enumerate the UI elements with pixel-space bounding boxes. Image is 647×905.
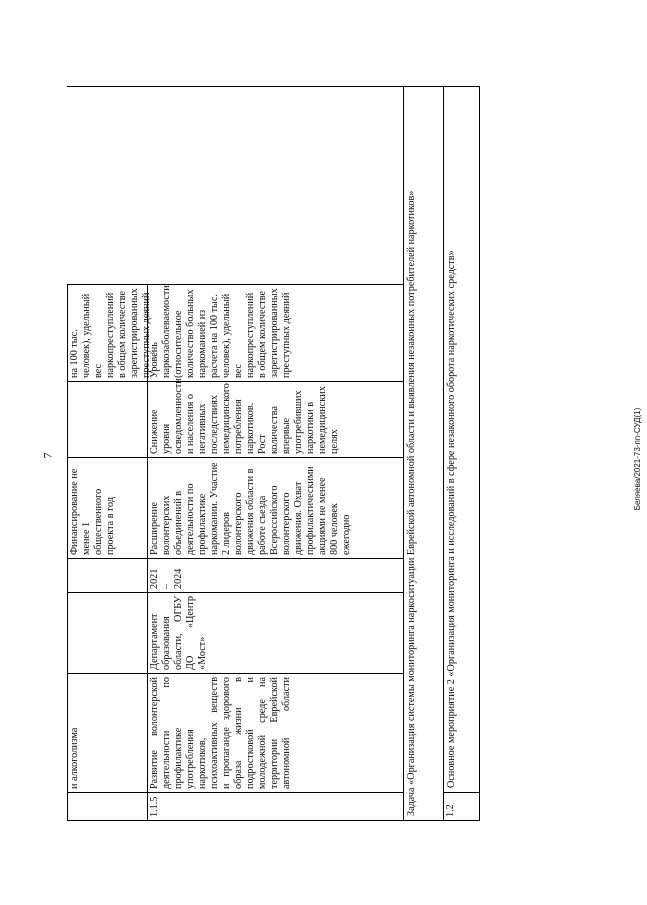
continuation-result-text: Финансирование не менее 1 общественного проекта в год (69, 468, 116, 555)
task-row (403, 86, 443, 821)
continuation-event-cell (67, 674, 147, 793)
row-1-2-text: Основное мероприятие 2 «Организация мониторинга и исследований в сфере незаконного оборота наркотических средств» (446, 250, 457, 788)
row-1-1-5-executor-cell (147, 593, 403, 674)
row-1-1-5-result-cell (147, 458, 403, 559)
continuation-number-cell (67, 793, 147, 821)
row-1-1-5-consequences-text: Снижение уровня осведомленности и населения о негативных последствиях немедицинского потребления наркотиков. Рост количества впервые употребивших наркотики в немедицинских целях (149, 378, 340, 454)
continuation-executor-cell (67, 593, 147, 674)
row-1-1-5-executor-text: Департамент образования области, ОГБУ ДО «Центр «Мост» (149, 596, 208, 670)
page-number: 7 (40, 452, 55, 459)
continuation-indicator-cell (67, 285, 152, 382)
row-1-1-5-result-text: Расширение волонтерских объединений в деятельности по профилактике наркомании. Участие 2 лидеров волонтерского движения области в работе съезда Всероссийского волонтерского движения. Охват профилактическими акциями не менее 800 человек ежегодно (149, 462, 352, 555)
continuation-event-text: и алкоголизма (69, 727, 80, 789)
row-1-1-5-event-text: Развитие волонтерской деятельности по профилактике употребления наркотиков, психоактивных веществ и пропаганде здорового образа жизни в подростковой и молодежной среде на территории Еврейской автономной области (149, 677, 292, 789)
blank-column-area (67, 86, 403, 285)
row-1-1-5-indicator-cell (147, 285, 403, 382)
continuation-result-cell (67, 458, 147, 559)
row-1-1-5-period-text: 2021 – 2024 (149, 568, 184, 589)
row-1-1-5-number: 1.1.5 (149, 796, 160, 817)
row-1-1-5-number-cell (147, 793, 403, 821)
document-id: Беляева/2021-73-пп-СУД(1) (633, 407, 642, 511)
row-1-1-5-indicator-text: Уровень наркозаболеваемости (относительное количество больных наркоманией из расчета на 100 тыс. человек), удельный вес наркопреступлений в общем количестве зарегистрированных преступных деяний (149, 285, 292, 378)
continuation-consequences-cell (67, 382, 147, 458)
measures-table (67, 86, 480, 821)
row-1-2-text-cell (443, 86, 480, 793)
task-row-text: Задача «Организация системы мониторинга наркоситуации Еврейской автономной области и выявления незаконных потребителей наркотиков» (406, 190, 417, 816)
row-1-2-number-cell (443, 793, 480, 821)
row-1-1-5-event-cell (147, 674, 403, 793)
row-1-2-number: 1.2 (445, 804, 456, 817)
continuation-period-cell (67, 559, 147, 593)
rotated-table (67, 86, 480, 821)
row-1-1-5-period-cell (147, 559, 403, 593)
continuation-indicator-text: на 100 тыс. человек), удельный вес наркопреступлений в общем количестве зарегистрированных преступных деяний (69, 288, 152, 378)
row-1-1-5-consequences-cell (147, 378, 403, 458)
